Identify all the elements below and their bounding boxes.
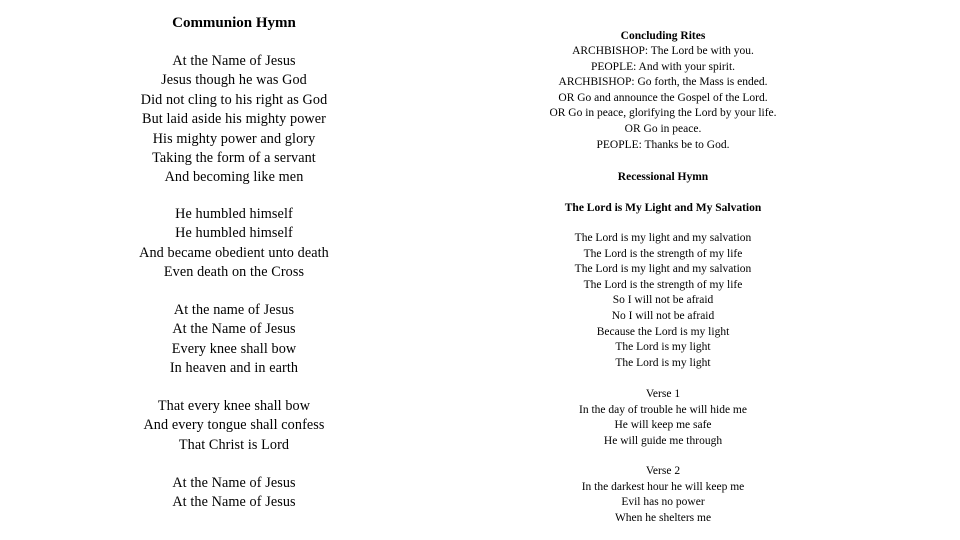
lyric-line: The Lord is my light and my salvation <box>574 232 752 244</box>
concluding-rites-title: Concluding Rites <box>620 30 706 42</box>
lyric-line: At the Name of Jesus <box>172 475 296 491</box>
lyric-line: So I will not be afraid <box>612 294 714 307</box>
communion-stanza-1 <box>84 52 384 188</box>
lyric-line: He humbled himself <box>175 225 293 242</box>
lyric-line: The Lord is my light <box>615 356 711 369</box>
lyric-line: In the day of trouble he will hide me <box>579 403 747 416</box>
recessional-verse-1 <box>512 387 814 449</box>
lyric-line: The Lord is the strength of my life <box>583 247 743 260</box>
lyric-line: And every tongue shall confess <box>143 417 325 434</box>
lyric-line: Jesus though he was God <box>161 72 307 89</box>
lyric-line: At the Name of Jesus <box>172 494 296 511</box>
lyric-line: The Lord is my light and my salvation <box>574 263 752 276</box>
communion-hymn-title: Communion Hymn <box>172 15 296 31</box>
lyric-line: That Christ is Lord <box>178 436 290 453</box>
dialogue-line: OR Go in peace, glorifying the Lord by your life. <box>549 107 777 120</box>
lyric-line: In the darkest hour he will keep me <box>581 480 745 493</box>
dialogue-line: PEOPLE: Thanks be to God. <box>596 138 730 151</box>
lyric-line: He will keep me safe <box>614 419 712 432</box>
dialogue-line: OR Go in peace. <box>624 122 702 135</box>
verse-label: Verse 1 <box>645 388 681 400</box>
lyric-line: In heaven and in earth <box>169 360 299 377</box>
verse-label: Verse 2 <box>645 465 681 477</box>
recessional-hymn-title: Recessional Hymn <box>617 171 709 183</box>
lyric-line: And became obedient unto death <box>139 244 329 261</box>
lyric-line: Evil has no power <box>621 496 705 509</box>
lyric-line: And becoming like men <box>164 169 304 186</box>
lyric-line: The Lord is the strength of my life <box>583 278 743 291</box>
recessional-refrain <box>512 231 814 371</box>
lyric-line: He will guide me through <box>603 434 723 447</box>
lyric-line: At the name of Jesus <box>173 302 295 318</box>
recessional-verse-2 <box>512 464 814 526</box>
lyric-line: Even death on the Cross <box>163 264 305 281</box>
lyric-line: At the Name of Jesus <box>172 321 296 338</box>
dialogue-line: ARCHBISHOP: Go forth, the Mass is ended. <box>558 76 768 89</box>
lyric-line: He humbled himself <box>175 206 293 222</box>
communion-stanza-3 <box>84 301 384 379</box>
lyric-line: Every knee shall bow <box>171 340 297 357</box>
dialogue-line: OR Go and announce the Gospel of the Lord. <box>558 91 768 104</box>
lyric-line: Taking the form of a servant <box>152 150 316 167</box>
communion-stanza-5 <box>84 474 384 513</box>
lyric-line: When he shelters me <box>614 511 712 524</box>
communion-stanza-2 <box>84 205 384 283</box>
dialogue-line: ARCHBISHOP: The Lord be with you. <box>572 45 754 57</box>
communion-stanza-4 <box>84 397 384 455</box>
dialogue-line: PEOPLE: And with your spirit. <box>590 60 736 73</box>
lyric-line: Did not cling to his right as God <box>140 91 328 108</box>
lyric-line: The Lord is my light <box>615 341 711 354</box>
recessional-song-title: The Lord is My Light and My Salvation <box>564 202 762 214</box>
lyric-line: Because the Lord is my light <box>596 325 730 338</box>
lyric-line: At the Name of Jesus <box>172 53 296 69</box>
lyric-line: No I will not be afraid <box>611 309 715 322</box>
concluding-rites-dialogue <box>512 44 814 153</box>
lyric-line: But laid aside his mighty power <box>142 111 326 128</box>
lyric-line: His mighty power and glory <box>152 130 316 147</box>
lyric-line: That every knee shall bow <box>157 398 311 414</box>
